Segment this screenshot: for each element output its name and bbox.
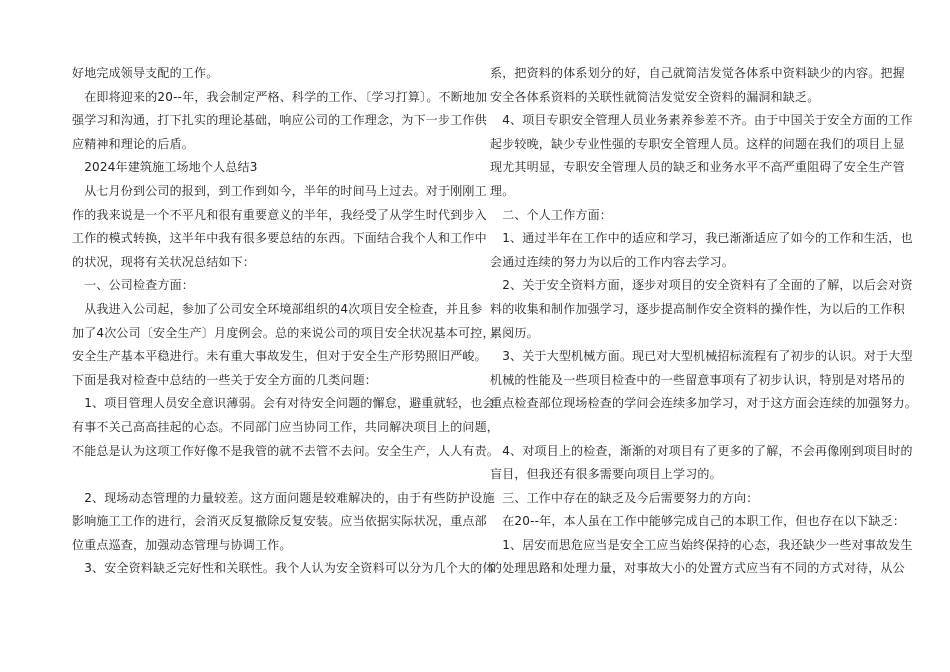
text-line: 1、项目管理人员安全意识薄弱。会有对待安全问题的懈怠，避重就轻，也会: [72, 396, 495, 411]
text-line: 安全各体系资料的关联性就简洁发觉安全资料的漏洞和缺乏。: [490, 89, 820, 104]
text-line: 会通过连续的努力为以后的工作内容去学习。: [490, 254, 735, 269]
text-line: 2024年建筑施工场地个人总结3: [72, 160, 258, 175]
text-line: 强学习和沟通，打下扎实的理论基础，响应公司的工作理念，为下一步工作供: [72, 113, 487, 128]
text-line: 2、现场动态管理的力量较差。这方面问题是较难解决的，由于有些防护设施: [72, 490, 495, 505]
text-line: 位重点巡查，加强动态管理与协调工作。: [72, 537, 292, 552]
text-line: 机械的性能及一些项目检查中的一些留意事项有了初步认识，特别是对塔吊的: [490, 372, 905, 387]
text-line: 起步较晚，缺少专业性强的专职安全管理人员。这样的问题在我们的项目上显: [490, 136, 905, 151]
text-line: 3、关于大型机械方面。现已对大型机械招标流程有了初步的认识。对于大型: [490, 349, 913, 364]
text-line: 工作的模式转换，这半年中我有很多要总结的东西。下面结合我个人和工作中: [72, 231, 487, 246]
text-line: 2、关于安全资料方面，逐步对项目的安全资料有了全面的了解，以后会对资: [490, 278, 913, 293]
text-line: 累阅历。: [490, 325, 539, 340]
text-line: 的处理思路和处理力量，对事故大小的处置方式应当有不同的方式对待，从公: [490, 561, 905, 576]
text-line: 从七月份到公司的报到，到工作到如今，半年的时间马上过去。对于刚刚工: [72, 183, 487, 198]
text-line: 三、工作中存在的缺乏及今后需要努力的方向：: [490, 490, 759, 505]
text-line: 现尤其明显，专职安全管理人员的缺乏和业务水平不高严重阻碍了安全生产管: [490, 160, 905, 175]
text-line: 1、居安而思危应当是安全工应当始终保持的心态，我还缺少一些对事故发生: [490, 537, 913, 552]
text-line: 安全生产基本平稳进行。未有重大事故发生，但对于安全生产形势照旧严峻。: [72, 349, 487, 364]
text-line: 料的收集和制作加强学习，逐步提高制作安全资料的操作性，为以后的工作积: [490, 301, 905, 316]
text-line: 在即将迎来的20--年，我会制定严格、科学的工作、〔学习打算〕。不断地加: [72, 89, 488, 104]
text-line: 重点检查部位现场检查的学问会连续多加学习，对于这方面会连续的加强努力。: [490, 396, 918, 411]
text-line: 1、通过半年在工作中的适应和学习，我已渐渐适应了如今的工作和生活，也: [490, 231, 913, 246]
text-line: 盲目，但我还有很多需要向项目上学习的。: [490, 467, 722, 482]
text-line: 从我进入公司起，参加了公司安全环境部组织的4次项目安全检查，并且参: [72, 301, 483, 316]
text-line: 的状况，现将有关状况总结如下：: [72, 254, 256, 269]
text-line: 应精神和理论的后盾。: [72, 136, 195, 151]
text-line: 3、安全资料缺乏完好性和关联性。我个人认为安全资料可以分为几个大的体: [72, 561, 495, 576]
text-line: [490, 416, 880, 440]
text-line: 4、项目专职安全管理人员业务素养参差不齐。由于中国关于安全方面的工作: [490, 113, 913, 128]
text-line: 二、个人工作方面：: [490, 207, 613, 222]
left-text-column: [72, 62, 500, 581]
text-line: 系，把资料的体系划分的好，自己就简洁发觉各体系中资料缺少的内容。把握: [490, 66, 905, 80]
text-line: 4、对项目上的检查，渐渐的对项目有了更多的了解，不会再像刚到项目时的: [490, 443, 913, 458]
text-line: 加了4次公司〔安全生产〕月度例会。总的来说公司的项目安全状况基本可控，: [72, 325, 495, 340]
text-line: 有事不关己高高挂起的心态。不同部门应当协同工作，共同解决项目上的问题，: [72, 419, 500, 434]
text-line: [72, 463, 462, 487]
text-line: 作的我来说是一个不平凡和很有重要意义的半年，我经受了从学生时代到步入: [72, 207, 487, 222]
text-line: 在20--年，本人虽在工作中能够完成自己的本职工作，但也存在以下缺乏：: [490, 514, 906, 529]
text-line: 影响施工工作的进行，会消灭反复撤除反复安装。应当依据实际状况，重点部: [72, 514, 487, 529]
text-line: 下面是我对检查中总结的一些关于安全方面的几类问题：: [72, 372, 378, 387]
text-line: 好地完成领导支配的工作。: [72, 66, 219, 80]
right-text-column: [490, 62, 918, 581]
text-line: 不能总是认为这项工作好像不是我管的就不去管不去问。安全生产，人人有责。: [72, 443, 500, 458]
text-line: 一、公司检查方面：: [72, 278, 195, 293]
text-line: 理。: [490, 183, 515, 198]
